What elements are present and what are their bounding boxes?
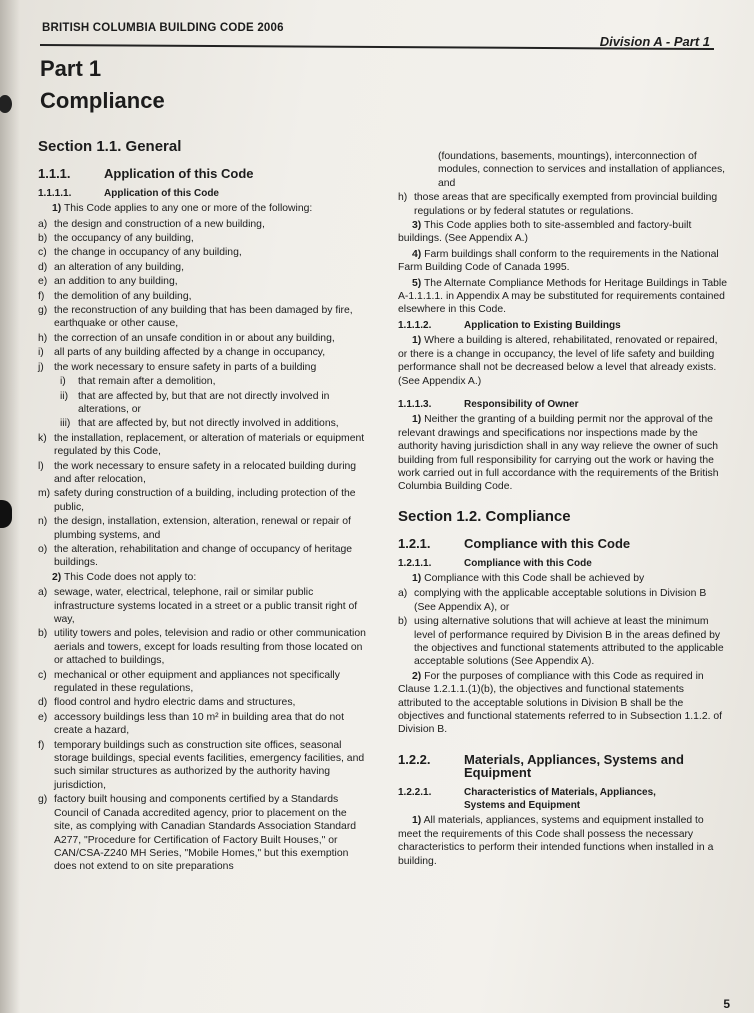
list-item-text: the demolition of any building, [54,290,192,302]
list-item [38,290,368,303]
article-title: Characteristics of Materials, Appliances, Systems and Equipment [464,786,656,812]
list-item [38,696,368,709]
list-item-text: the installation, replacement, or alteration of materials or equipment regulated by this Code, [54,432,365,458]
article-number: 1.1.1.2. [398,319,432,331]
list-item [398,587,728,614]
list-item-label: j) [38,361,44,373]
section-title: Section 1.1. General [38,138,182,155]
list-item-label: e) [38,276,48,288]
article-number: 1.1.1.3. [398,398,432,410]
sentence-number: 3) [412,220,422,232]
list-item [60,375,368,388]
sentence-number: 1) [412,815,422,827]
section-title: Section 1.2. Compliance [398,507,571,525]
article-heading [398,557,728,570]
list-item-label: h) [398,192,408,204]
list-item-text: the correction of an unsafe condition in or about any building, [54,332,335,344]
list-item-text: (foundations, basements, mountings), interconnection of modules, connection to services and installation of appliances, and [438,151,726,189]
right-column [398,150,728,870]
sentence-text: All materials, appliances, systems and equipment installed to meet the requirements of this Code shall possess the necessary characteristics to perform their intended functions when installed in a building. [398,815,714,867]
list-item-label: a) [38,218,48,230]
subsection-heading [38,167,368,180]
list-item [38,432,368,459]
article-title: Application of this Code [104,187,219,199]
sentence-number: 2) [412,670,422,682]
list-item-text: the alteration, rehabilitation and change of occupancy of heritage buildings. [54,543,353,569]
sentence [398,334,728,388]
list-item-label: n) [38,516,48,528]
list-item-label: d) [38,697,48,709]
list-item-text: that are affected by, but that are not directly involved in alterations, or [78,390,330,415]
list-item-text: complying with the applicable acceptable solutions in Division B (See Appendix A), or [414,588,707,613]
sentence-number: 5) [412,277,422,289]
list-item-text: the design, installation, extension, alteration, renewal or repair of plumbing systems, and [54,516,351,541]
list-item-label: f) [38,290,45,302]
left-column [38,140,368,875]
article-number: 1.1.1.1. [38,187,72,199]
list-item-label: a) [398,588,408,600]
list-item-label: ii) [60,390,69,402]
subsection-heading [398,753,728,780]
sentence-text: The Alternate Compliance Methods for Heritage Buildings in Table A-1.1.1.1. in Appendix A may be substituted for requirements contained elsewhere in this Code. [398,277,727,316]
sentence [398,248,728,275]
list-item-text: an alteration of any building, [54,261,184,273]
list-item-label: k) [38,432,47,444]
article-heading [38,187,368,200]
sentence [398,572,728,585]
list-item [38,218,368,231]
list-item-text: an addition to any building, [54,276,178,288]
article-heading [398,398,728,411]
article-heading [398,786,728,813]
sentence [398,413,728,493]
sentence-text: This Code applies both to site-assembled and factory-built buildings. (See Appendix A.) [398,220,692,245]
list-item [38,739,368,793]
list-item-text: the occupancy of any building, [54,233,194,245]
list-item [38,627,368,667]
list-item-label: f) [38,739,45,751]
header-division: Division A - Part 1 [599,34,710,49]
list-item-text: mechanical or other equipment and appliances not specifically regulated in these regulations, [54,669,340,695]
list-item-label: m) [38,488,51,500]
list-item [38,515,368,542]
subsection-title: Compliance with this Code [464,536,631,552]
list-item [60,390,368,417]
list-item-label: h) [38,332,48,344]
list-item-label: l) [38,460,44,472]
list-item [60,417,368,430]
list-item-label: g) [38,794,48,806]
list-item-text: utility towers and poles, television and radio or other communication aerials and towers, except for loads resulting from those located on or attached to buildings, [54,628,366,667]
sentence [398,670,728,737]
list-item-text: that remain after a demolition, [78,376,216,388]
list-item [38,332,368,345]
sentence [38,202,368,215]
sentence-number: 1) [52,203,62,215]
sentence-text: This Code does not apply to: [63,571,197,583]
list-item-label: g) [38,305,48,317]
list-item-label: b) [398,616,408,628]
list-item [38,304,368,331]
list-item-label: a) [38,587,48,599]
list-item [38,487,368,514]
list-item [38,793,368,873]
sentence-text: For the purposes of compliance with this Code as required in Clause 1.2.1.1.(1)(b), the objectives and functional statements attributed to the acceptable solutions in Division B shall be the objectives and functional statements referred to in Subsection 1.1.2. of Division B. [398,670,723,736]
subsection-number: 1.2.2. [398,751,431,767]
list-item [38,543,368,570]
list-item [38,246,368,259]
sentence-number: 1) [412,414,422,426]
list-item-text: the design and construction of a new building, [54,218,265,230]
list-item-text: the reconstruction of any building that has been damaged by fire, earthquake or other cause, [54,305,353,330]
sentence-number: 4) [412,248,422,260]
list-item [38,586,368,626]
part-title: Compliance [40,88,165,113]
list-item-label: b) [38,628,48,640]
list-item-label: c) [38,669,47,681]
list-item [38,232,368,245]
list-item-text: temporary buildings such as construction site offices, seasonal storage buildings, special events facilities, emergency facilities, and such similar structures as authorized by the authority having jurisdiction, [54,739,365,791]
article-title: Application to Existing Buildings [464,319,621,331]
list-item [38,460,368,487]
sentence-number: 2) [52,571,62,583]
list-item [38,275,368,288]
article-title: Compliance with this Code [464,557,592,569]
list-item-text: factory built housing and components certified by a Standards Council of Canada accredited agency, prior to placement on the site, as complying with Canadian Standards Association Standard A277, "Procedure for Certification of Factory Built Houses," or CAN/CSA-Z240 MH Series, "Mobile Homes," but this exemption does not extend to on site preparations [54,794,357,873]
sentence [398,814,728,868]
list-item [38,669,368,696]
sentence-text: Farm buildings shall conform to the requirements in the National Farm Building Code of Canada 1995. [398,248,719,274]
list-item-text: accessory buildings less than 10 m² in building area that do not create a hazard, [54,711,344,737]
subsection-title: Materials, Appliances, Systems and Equipment [464,751,684,781]
list-item-text: that are affected by, but not directly involved in additions, [78,418,339,430]
list-item-label: c) [38,247,47,259]
list-item [38,361,368,374]
sentence [398,219,728,246]
list-item [398,191,728,218]
header-title: BRITISH COLUMBIA BUILDING CODE 2006 [42,22,284,34]
list-item [420,150,728,190]
sentence-text: Neither the granting of a building permit nor the approval of the relevant drawings and specifications nor inspections made by the authority having jurisdiction shall in any way relieve the owner of such building from full responsibility for carrying out the work or having the work carried out in full accordance with the requirements of the British Columbia Building Code. [398,414,719,493]
list-item [38,346,368,359]
subsection-title: Application of this Code [104,166,254,182]
article-number: 1.2.2.1. [398,786,432,798]
subsection-number: 1.2.1. [398,536,431,552]
list-item-label: d) [38,261,48,273]
article-number: 1.2.1.1. [398,557,432,569]
article-title: Responsibility of Owner [464,398,579,410]
part-label: Part 1 [40,56,102,81]
list-item-text: using alternative solutions that will achieve at least the minimum level of performance required by Division B in the areas defined by the objectives and functional statements attributed to the applicable acceptable solutions (See Appendix A). [414,616,724,668]
list-item-text: those areas that are specifically exempted from provincial building regulations or by federal statutes or regulations. [414,192,718,217]
list-item-text: flood control and hydro electric dams and structures, [54,697,296,709]
list-item-text: sewage, water, electrical, telephone, rail or similar public infrastructure systems located in a street or a public transit right of way, [54,587,358,625]
list-item [38,261,368,274]
list-item-text: all parts of any building affected by a change in occupancy, [54,347,326,359]
list-item-label: i) [60,376,66,388]
list-item-label: i) [38,347,44,359]
list-item-text: the change in occupancy of any building, [54,247,242,259]
list-item-text: the work necessary to ensure safety in parts of a building [54,361,317,373]
list-item-label: iii) [60,418,71,430]
subsection-heading [398,537,728,550]
sentence-text: This Code applies to any one or more of the following: [63,203,313,215]
sentence-text: Where a building is altered, rehabilitated, renovated or repaired, or there is a change in occupancy, the level of life safety and building performance shall not be decreased below a level that already exists. (See Appendix A.) [398,335,718,387]
list-item [398,615,728,669]
sentence-number: 1) [412,572,422,584]
page-number: 5 [723,997,730,1011]
sentence-number: 1) [412,335,422,347]
sentence [398,277,728,317]
list-item-label: b) [38,233,48,245]
article-heading [398,319,728,332]
list-item-text: the work necessary to ensure safety in a relocated building during and after relocation, [54,460,357,485]
list-item-label: o) [38,543,48,555]
list-item [38,711,368,738]
list-item-label: e) [38,711,48,723]
subsection-number: 1.1.1. [38,166,71,182]
sentence-text: Compliance with this Code shall be achieved by [424,572,645,584]
list-item-text: safety during construction of a building, including protection of the public, [54,488,356,513]
sentence [38,571,368,584]
